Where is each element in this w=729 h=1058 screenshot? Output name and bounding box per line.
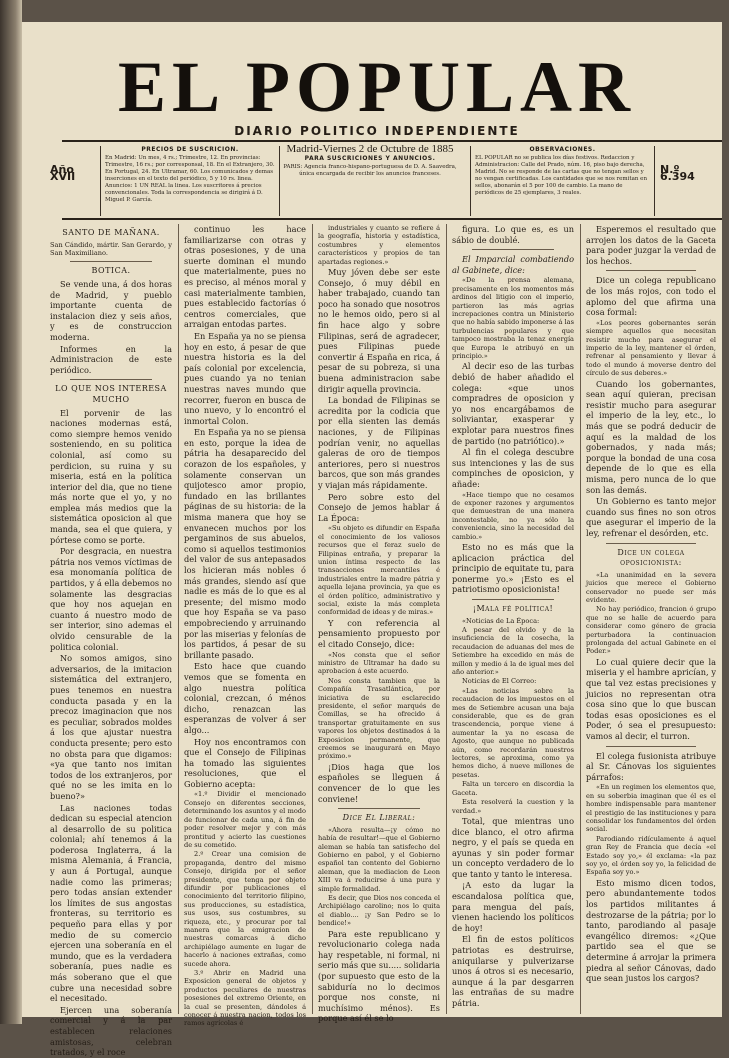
header-rule-top — [62, 140, 722, 142]
column-4 — [452, 224, 574, 1014]
quote: No hay periódico, francion ó grupo que no se halle de acuerdo para considerar como género de gracia perturbadora la continuacion prolongada del actual Gabinete en el Poder.» — [586, 605, 716, 656]
masthead-subtitle: DIARIO POLITICO INDEPENDIENTE — [234, 124, 520, 138]
article-heading: LO QUE NOS INTERESA MUCHO — [55, 384, 167, 404]
quote: A pesar del olvido y de la insuficiencia de la cosecha, la recaudacion de aduanas del mes de Setiembre ha excedido en más de millon y medio á la de igual mes del año anterior.» — [452, 625, 574, 676]
column-rule — [580, 224, 581, 1014]
paragraph: Cuando los gobernantes, sean aquí quieran, precisan resistir mucho para asegurar el imperio de la ley, etc., lo más que se podrá deducir de aquí es la maldad de los gobernados, y nada más; porque la bondad de una cosa depende de lo que es ella misma, pero nunca de lo que son las demás. — [586, 378, 716, 495]
quote: Falta un tercero en discordia la Gaceta. — [452, 780, 574, 797]
prices-text: En Madrid: Un mes, 4 rs.; Trimestre, 12. En provincias: Trimestre, 16 rs.; por corresponsal, 18. En el Extranjero, 30. En Portugal, 24. En Ultramar, 60. Los comunicados y demas inserciones en el texto del periódico, 5 y 10 rs. linea. Anuncios: 1 UN REAL la linea. Los suscritores á precios convencionales. Toda la correspondencia se dirigirá á D. Miguel P. García. — [105, 155, 275, 203]
masthead — [82, 47, 672, 138]
issue-date: Madrid-Viernes 2 de Octubre de 1885 — [286, 143, 454, 155]
paragraph: Un Gobierno es tanto mejor cuando sus fines no son otros que asegurar el imperio de la ley, refrenar el desórden, etc. — [586, 496, 716, 538]
center-heading: PARA SUSCRICIONES Y ANUNCIOS. — [304, 155, 436, 162]
paragraph: Hoy nos encontramos con que el Consejo de Filipinas ha tomado las siguientes resoluciones, que el Gobierno acepta: — [184, 736, 306, 789]
quote: «Su objeto es difundir en España el conocimiento de los valiosos recursos que el feraz suelo de Filipinas entraña, y preparar la union íntima respecto de las transacciones mercantiles é industriales entre la madre pátria y aquella lejana provincia, ya que es el órden político, administrativo y social, existe la más completa conformidad de ideas y de miras.» — [318, 524, 440, 617]
paragraph: En España ya no se piensa hoy en esto, á pesar de que nuestra historia es la del país colonial por excelencia, pues cuando ya no tenian nuestras naves mundo que recorrer, fueron en busca de uno nuevo, y lo encontró el inmortal Colon. — [184, 330, 306, 426]
paragraph: Al fin el colega descubre sus intenciones y las de sus compinches de oposicion, y añade: — [452, 447, 574, 489]
divider — [70, 379, 152, 380]
quote: Es decir, que Dios nos conceda el Archipiélago carolino; nos lo quita el diablo.... ¡y San Pedro se lo bendice!» — [318, 894, 440, 928]
quote: «Las noticias sobre la recaudacion de los impuestos en el mes de Setiembre acusan una baja considerable, que es de gran trascendencia, porque viene á aumentar la ya no escasa de Agosto, que aunque no publicada aún, como recordarán nuestros lectores, se aproxima, como ya hemos dicho, á nueve millones de pesetas. — [452, 686, 574, 779]
year-label: Año XVII — [50, 163, 76, 183]
quote: «Ahora resulta—¡y cómo no había de resultar!—que el Gobierno aleman se había tan satisfecho del Gobierno en pabol, y el Gobierno español tan contento del Gobierno aleman, que la mediacion de Leon XIII va á reducirse á una pura y simple formalidad. — [318, 825, 440, 893]
paragraph: figura. Lo que es, es un sábio de doublé. — [452, 224, 574, 245]
quote: Esta resolverá la cuestion y la verdad.» — [452, 798, 574, 815]
paragraph: Muy jóven debe ser este Consejo, ó muy débil en haber trabajado, cuando tan poco ha sonado que nosotros no le hemos oido, pero si al fin hace algo y sobre Filipinas, será de agradecer, pues Filipinas puede convertir á España en rica, á pesar de su pobreza, si una buena administracion sabe dirigir aquella provincia. — [318, 267, 440, 394]
divider — [338, 808, 420, 809]
paragraph: ¡A esto da lugar la escandalosa política que, para mengua del país, vienen haciendo los políticos de hoy! — [452, 880, 574, 933]
section-heading: El Imparcial combatiendo al Gabinete, dice: — [452, 254, 574, 275]
column-1 — [50, 224, 172, 1058]
paragraph: Informes en la Administracion de este periódico. — [50, 343, 172, 375]
paragraph: El porvenir de las naciones modernas está, como siempre hemos venido sosteniendo, en su politica colonial, así como su perdicion, su ruina y su miseria, está en la política interior del dia, que no tiene más norte que el yo, y no emplea más medios que la sistemática oposicion al que manda, sea el que quiera, y pórtese como se porte. — [50, 407, 172, 545]
quote: Nos consta tambien que la Compañía Trasatlántica, por iniciativa de su esclarecido presidente, el señor marqués de Comillas, se ha ofrecido á transportar gratuitamente en sus vapores los objetos destinados á la Exposicion permanente, que creemos se inaugurará en Mayo próximo.» — [318, 676, 440, 761]
masthead-title: EL POPULAR — [117, 47, 637, 127]
article-columns — [50, 224, 720, 1058]
paragraph: Esto no es más que la aplicacion práctica del principio de equitate tu, para ponerme yo.» ¡Esto es el patriotismo oposicionista! — [452, 542, 574, 595]
paragraph: Al decir eso de las turbas debió de haber añadido el colega: «que unos compradres de oposicion y yo nos encargábamos de soliviantar, exasperar y explotar para nuestros fines de partido (no patriótico).» — [452, 361, 574, 446]
paragraph: Ejercen una soberanía comercial y á la par establecen relaciones amistosas, celebran tratados, y el roce — [50, 1004, 172, 1058]
paragraph: Y con referencia al pensamiento propuesto por el citado Consejo, dice: — [318, 617, 440, 649]
header-rule-bottom — [62, 218, 722, 220]
quote: 3.º Abrir en Madrid una Exposicion general de objetos y productos peculiares de nuestras posesiones del extremo Oriente, en la cual se presenten, dándoles á conocer á nuestra nacion, todos los ramos agrícolas é — [184, 969, 306, 1028]
paragraph: El colega fusionista atribuye al Sr. Cánovas los siguientes párrafos: — [586, 750, 716, 782]
quote: «Nos consta que el señor ministro de Ultramar ha dado su aprobacion á este acuerdo. — [318, 650, 440, 676]
column-rule — [446, 224, 447, 1014]
binding-edge — [0, 0, 22, 1024]
quote: industriales y cuanto se refiere á la geografía, historia y estadística, costumbres y elementos característicos y propios de tan apartadas regiones.» — [318, 224, 440, 266]
quote: «1.º Dividir el mencionado Consejo en diferentes secciones, determinando los asuntos y el modo de funcionar de cada una, á fin de poder resolver mejor y con más prontitud y acierto las cuestiones de su cometido. — [184, 790, 306, 849]
divider — [70, 261, 152, 262]
santo-text: San Cándido, mártir. San Gerardo, y San Maximiliano. — [50, 240, 172, 257]
santo-heading: SANTO DE MAÑANA. — [62, 228, 160, 237]
quote: «Noticias de La Época: — [462, 616, 540, 625]
paragraph: Las naciones todas dedican su especial atencion al desarrollo de su politica colonial; ahí tenemos á la poderosa Inglaterra, á la misma Alemania, á Francia, y aun á Portugal, aunque nadie como las primeras; pero todas ansían extender los límites de sus angostas fronteras, su territorio es pequeño para ellas y por medio de su comercio ejercen una soberanía en el mundo, que es la verdadera soberanía, pues nadie es más soberano que el que cubre una necesidad sobre el necesitado. — [50, 802, 172, 1004]
quote: «Los peores gobernantes serán siempre aquellos que necesitan resistir mucho para asegurar el imperio de la ley, mantener el órden, refrenar al pensamiento y llevar á todo el mundo á moverse dentro del círculo de sus deberes.» — [586, 318, 716, 378]
newspaper-page — [22, 22, 722, 1058]
paragraph: Se vende una, á dos horas de Madrid, y pueblo importante cuenta de instalacion diez y seis años, y es de construccion moderna. — [50, 279, 172, 342]
paragraph: Pero sobre esto del Consejo de jemos hablar á La Época: — [318, 491, 440, 523]
botica-heading: BOTICA. — [91, 266, 131, 276]
paragraph: El fin de estos políticos patriotas es destruirse, aniquilarse y pulverizarse unos á otros si es necesario, aunque á la par desgarren las entrañas de su madre pátria. — [452, 934, 574, 1008]
divider — [472, 249, 554, 250]
paragraph: Dice un colega republicano de los más rojos, con todo el aplomo del que afirma una cosa formal: — [586, 275, 716, 318]
paragraph: Esto mismo dicen todos, pero abundantemente todos los partidos militantes á destrozarse de la pátria; por lo tanto, parodiando al pasaje evangélico diremos: «¿Que partido sea el que se determine á arrojar la primera piedra al señor Cánovas, dado que sean justos los cargos? — [586, 877, 716, 984]
paragraph: Para este republicano y revolucionario colega nada hay respetable, ni formal, ni serio más que su..... solidaria (por supuesto que esto de la sabiduría no lo decimos porque nos conste, ni muchísimo ménos). Es porque así él se lo — [318, 928, 440, 1024]
divider — [606, 270, 696, 271]
section-heading: Dice un colega oposicionista: — [617, 547, 685, 568]
quote: «De la prensa alemana, precisamente en los momentos más ardinos del litigio con el imperio, partieron las más agrias increpaciones contra un Ministerio que no había sabido imponerse á las turbulencias populares y que tampoco mostraba la tenaz energía que Europa le atribuyó en un principio.» — [452, 276, 574, 361]
issue-number: N.º 6.394 — [660, 163, 695, 183]
column-5 — [586, 224, 716, 1014]
divider — [472, 599, 554, 600]
observations-box — [470, 146, 655, 216]
quote: «Hace tiempo que no cesamos de exponer razones y argumentos que demuestran de una manera incontestable, no ya sólo la conveniencia, sino la necesidad del cambio.» — [452, 490, 574, 541]
divider — [606, 543, 696, 544]
section-heading: ¡Mala fé política! — [472, 603, 554, 613]
observations-heading: OBSERVACIONES. — [529, 146, 596, 153]
paragraph: En España ya no se piensa en esto, porque la idea de pátria ha desaparecido del corazon de los españoles, y solamente conservan un quijotesco amor propio, fundado en las brillantes páginas de su historia: de la misma manera que hoy se envanecen muchos por los pergaminos de sus abuelos, como si aquellos testimonios del valor de sus antepasados los hicieran más nobles ó más grandes, siendo así que nadie es más de lo que es al presente; del mismo modo que hoy España se va paso empobreciendo y arruinando por las miserias y felonías de los partidos, á pesar de su brillante pasado. — [184, 427, 306, 660]
quote: 2.º Crear una comision de propaganda, dentro del mismo Consejo, dirigida por el señor presidente, que tenga por objeto difundir por publicaciones el conocimiento del territorio filipino, sus producciones, su estadística, sus usos, sus costumbres, su riqueza, etc., y procurar por tal manera que la emigracion de nuestras comarcas á dicho archipiélago aumente en lugar de hacerlo á naciones extrañas, como sucede ahora. — [184, 850, 306, 968]
quote: Noticias de El Correo: — [462, 677, 537, 686]
info-bar — [50, 143, 718, 216]
paragraph: continuo les hace familiarizarse con otras y otras posesiones, y de una suerte dominan el mundo que materialmente, pues no es preciso, al ménos moral y casi materialmente tambien, pues establecido factorías ó centros comerciales, que arraigan entodas partes. — [184, 224, 306, 330]
column-rule — [178, 224, 179, 1014]
column-3 — [318, 224, 440, 1024]
paragraph: Esto hace que cuando vemos que se fomenta en algo nuestra política colonial, crezcan, ó ménos dicho, renazcan las esperanzas de volver á ser algo... — [184, 661, 306, 735]
column-rule — [312, 224, 313, 1014]
paragraph: Por desgracia, en nuestra pátria nos vemos víctimas de esa monomanía política de partidos, y á ella debemos no solamente las desgracias que hoy nos aquejan en cuanto á nuestro modo de ser interior, sino ademas el olvido censurable de la politica colonial. — [50, 546, 172, 652]
column-2 — [184, 224, 306, 1028]
quote: «En un regimen los elementos que, en su soberbia imaginan que él es el hombre indispensable para mantener el prestigio de las instituciones y para consolidar los fundamentos del órden social. — [586, 783, 716, 834]
center-box — [280, 143, 460, 216]
paragraph: Total, que mientras uno dice blanco, el otro afirma negro, y el país se queda en ayunas y sin poder formar un concepto verdadero de lo que tanto y tanto le interesa. — [452, 815, 574, 879]
observations-text: EL POPULAR no se publica los días festivos. Redaccion y Administracion: Calle del Prado, núm. 16, piso bajo derecha, Madrid. No se responde de las cartas que no tengan sellos y no vengan certificadas. Los cantidades que se nos remitan en sellos, abonarán el 5 por 100 de cambio. La mano de periódicos de 25 ejemplares, 3 reales. — [475, 155, 647, 196]
quote: «La unanimidad en la severa juicios que merece el Gobierno conservador no puede ser más evidente. — [586, 570, 716, 604]
paragraph: ¡Dios haga que los españoles se lleguen á convencer de lo que les conviene! — [318, 761, 440, 804]
prices-heading: PRECIOS DE SUSCRICION. — [141, 146, 239, 153]
section-heading: Dice El Liberal: — [342, 813, 416, 823]
paragraph: Lo cual quiere decir que la miseria y el hambre apricían, y que tal vez estas precisiones y juicios no representan otra cosa sino que lo que buscan todas esas oposiciones es el Poder, ó sea el presupuesto: vamos al decir, el turron. — [586, 656, 716, 741]
prices-box — [100, 146, 280, 216]
quote: Parodiando ridículamente á aquel gran Rey de Francia que decía «el Estado soy yo,» él exclama: «la paz soy yo, el órden soy yo, la felicidad de España soy yo.» — [586, 834, 716, 877]
paragraph: La bondad de Filipinas se acredita por la codicia que por ella sienten las demás naciones, y de Filipinas podrían venir, no aquellas galeras de oro de tiempos anteriores, pero si nuestros barcos, que son más grandes y viajan más rápidamente. — [318, 395, 440, 490]
center-text: PARIS: Agencia franco-hispano-portuguesa de D. A. Saavedra, única encargada de recibir los anuncios franceses. — [283, 164, 457, 177]
divider — [606, 746, 696, 747]
paragraph: No somos amigos, sino adversarios, de la imitacion sistemática del extranjero, pues tenemos en nuestra conducta pasada y en la precoz imaginacion que nos es peculiar, sobrados moldes á los que ajustar nuestra conducta presente; pero esto no obsta para que digamos: «ya que tanto nos imitan todos de los extranjeros, por qué no se les imita en lo bueno?» — [50, 653, 172, 801]
paragraph: Esperemos el resultado que arrojen los datos de la Gaceta para poder juzgar la verdad de los hechos. — [586, 224, 716, 266]
